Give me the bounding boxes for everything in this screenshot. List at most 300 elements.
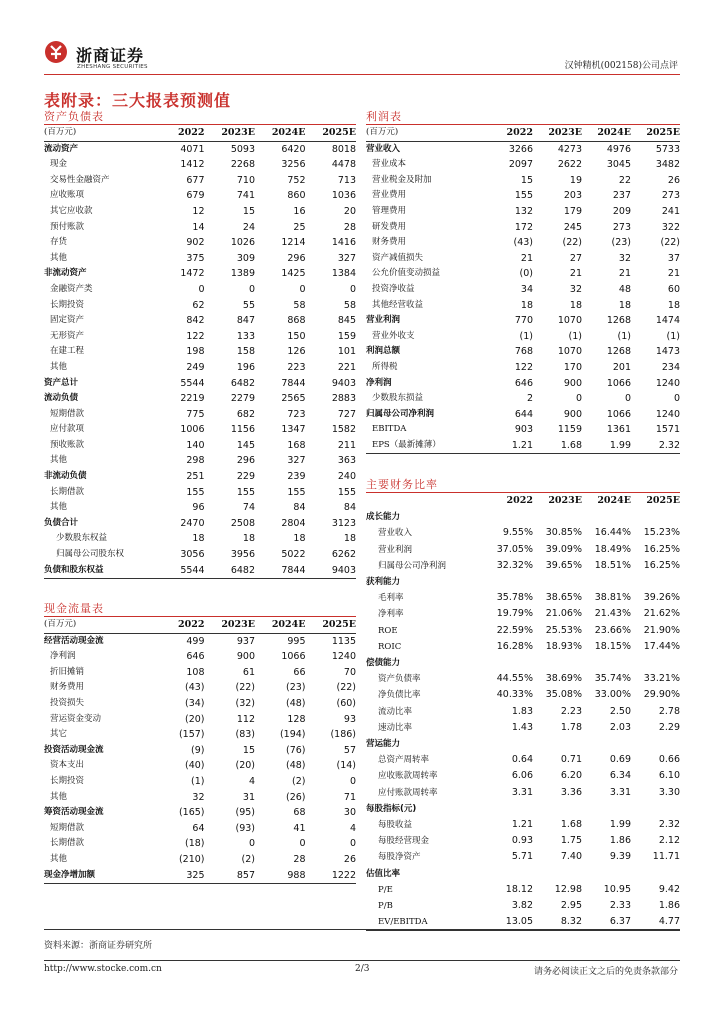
row-label: 预收账款 — [50, 439, 85, 450]
row-label: 预付账款 — [50, 221, 85, 232]
unit-label: (百万元) — [44, 125, 154, 141]
cell-value: 58 — [343, 299, 356, 311]
cell-value: 2219 — [180, 393, 205, 405]
cell-value — [484, 801, 533, 817]
cell-value: 203 — [563, 190, 582, 202]
cell-value: 21.06% — [545, 608, 582, 620]
cell-value: 155 — [514, 190, 533, 202]
row-label: 应付款项 — [50, 424, 85, 435]
cell-value: (194) — [279, 729, 306, 741]
cell-value: 902 — [186, 237, 205, 249]
row-label: P/E — [378, 884, 393, 895]
cell-value: 112 — [236, 713, 255, 725]
cell-value: (43) — [513, 237, 533, 249]
cell-value: 1.75 — [560, 835, 582, 847]
cell-value: 12.98 — [554, 883, 582, 895]
cell-value — [533, 866, 582, 882]
cell-value — [582, 574, 631, 590]
cell-value: 21 — [569, 268, 582, 280]
unit-label: (百万元) — [44, 617, 154, 633]
cell-value: 4 — [349, 822, 356, 834]
cell-value: 775 — [186, 408, 205, 420]
cell-value: 39.65% — [545, 559, 582, 571]
table-row — [44, 204, 356, 220]
cell-value: 2.32 — [631, 438, 680, 454]
row-label: 归属母公司股东权 — [56, 549, 125, 560]
table-row — [366, 438, 680, 454]
cash-flow-section — [44, 602, 356, 884]
cell-value: 170 — [563, 361, 582, 373]
cell-value: 845 — [337, 315, 356, 327]
cell-value: 1384 — [331, 268, 356, 280]
table-row — [44, 712, 356, 728]
cell-value: 679 — [186, 190, 205, 202]
cell-value: 1.83 — [511, 705, 533, 717]
cell-value: 0 — [575, 393, 582, 405]
report-reference: 汉钟精机(002158)公司点评 — [564, 61, 678, 71]
cell-value: (76) — [285, 744, 306, 756]
table-row — [44, 391, 356, 407]
cell-value: 35.08% — [545, 689, 582, 701]
row-label: 每股指标(元) — [366, 803, 417, 814]
cell-value: (22) — [660, 237, 680, 249]
ratios-title: 主要财务比率 — [366, 478, 680, 493]
page-number: 2/3 — [355, 964, 370, 974]
row-label: 营业收入 — [378, 528, 413, 539]
cell-value — [582, 736, 631, 752]
cell-value: 1416 — [331, 237, 356, 249]
cell-value: 0.66 — [658, 754, 680, 766]
table-row — [366, 360, 680, 376]
row-label: 应收账款周转率 — [378, 771, 438, 782]
page-title: 表附录：三大报表预测值 — [44, 91, 232, 110]
row-label: 经营活动现金流 — [44, 635, 104, 646]
table-row — [366, 687, 680, 703]
table-row — [366, 157, 680, 173]
cell-value: (210) — [178, 853, 205, 865]
row-label: 长期投资 — [50, 299, 85, 310]
cell-value: 21.43% — [594, 608, 631, 620]
cell-value: 251 — [186, 471, 205, 483]
year-header: 2023E — [533, 125, 582, 141]
income-statement-table — [366, 125, 680, 454]
cell-value: 768 — [514, 346, 533, 358]
row-label: 管理费用 — [372, 205, 407, 216]
cell-value: 9403 — [306, 563, 357, 579]
table-row — [366, 282, 680, 298]
cell-value: 21.90% — [643, 624, 680, 636]
cell-value: 6.37 — [582, 914, 631, 931]
cell-value: 172 — [514, 221, 533, 233]
row-label: 存货 — [50, 237, 68, 248]
cell-value: 1347 — [281, 424, 306, 436]
cell-value: 70 — [343, 666, 356, 678]
cell-value: 37.05% — [496, 543, 533, 555]
cell-value: 1.99 — [609, 819, 631, 831]
row-label: 流动负债 — [44, 393, 79, 404]
cell-value: 41 — [293, 822, 306, 834]
cell-value: (48) — [285, 760, 306, 772]
cell-value: 325 — [154, 868, 205, 884]
cell-value: 0.69 — [609, 754, 631, 766]
cell-value: 1135 — [331, 635, 356, 647]
cell-value: (2) — [292, 775, 306, 787]
cell-value: (83) — [235, 729, 255, 741]
cell-value: 6482 — [230, 377, 255, 389]
cell-value: 211 — [337, 439, 356, 451]
cell-value: 201 — [612, 361, 631, 373]
table-row — [44, 868, 356, 884]
cell-value: 61 — [242, 666, 255, 678]
cell-value: 18 — [520, 299, 533, 311]
cell-value: 19 — [569, 174, 582, 186]
cell-value: 3.31 — [609, 786, 631, 798]
row-label: 短期借款 — [50, 822, 85, 833]
cell-value: 20 — [343, 205, 356, 217]
cell-value — [631, 801, 680, 817]
table-row — [44, 516, 356, 532]
row-label: ROIC — [378, 641, 402, 652]
row-label: 营运能力 — [366, 739, 401, 750]
cell-value: 25 — [293, 221, 306, 233]
cell-value: 2.32 — [658, 819, 680, 831]
row-label: 营业收入 — [366, 143, 401, 154]
year-header: 2025E — [631, 125, 680, 141]
cell-value: 18.15% — [594, 640, 631, 652]
row-label: 每股净资产 — [378, 852, 421, 863]
cell-value: 18.12 — [505, 883, 533, 895]
cell-value: 34 — [520, 283, 533, 295]
year-header: 2022 — [154, 617, 205, 633]
cell-value: 33.21% — [643, 673, 680, 685]
year-header: 2025E — [646, 495, 680, 506]
balance-sheet-section — [44, 110, 356, 579]
cell-value: 18 — [618, 299, 631, 311]
row-label: 其它应收款 — [50, 205, 93, 216]
cell-value: 1.21 — [511, 819, 533, 831]
row-label: ROE — [378, 625, 398, 636]
cell-value: 35.74% — [594, 673, 631, 685]
ratios-section — [366, 478, 680, 931]
cell-value: 5093 — [230, 143, 255, 155]
cell-value: 860 — [287, 190, 306, 202]
cell-value: 1268 — [606, 346, 631, 358]
row-label: 利润总额 — [366, 346, 401, 357]
table-row — [44, 453, 356, 469]
cell-value: 2470 — [180, 517, 205, 529]
cell-value: 101 — [337, 346, 356, 358]
year-header: 2023E — [205, 125, 256, 141]
year-header: 2025E — [306, 125, 357, 141]
cell-value — [582, 866, 631, 882]
table-row — [44, 727, 356, 743]
cell-value: 38.69% — [545, 673, 582, 685]
cell-value — [533, 655, 582, 671]
cell-value: 5544 — [180, 377, 205, 389]
cell-value: 3.31 — [511, 786, 533, 798]
cell-value: 1222 — [306, 868, 357, 884]
table-row — [44, 157, 356, 173]
cell-value: 18 — [667, 299, 680, 311]
row-label: 公允价值变动损益 — [372, 268, 441, 279]
cell-value: 21.62% — [643, 608, 680, 620]
cell-value: 68 — [293, 807, 306, 819]
row-label: 其他 — [50, 455, 68, 466]
table-row — [44, 758, 356, 774]
cell-value — [533, 736, 582, 752]
cell-value: 0 — [299, 838, 306, 850]
table-row — [366, 220, 680, 236]
row-label: 其他 — [50, 252, 68, 263]
cell-value: 240 — [337, 471, 356, 483]
cell-value: 27 — [569, 252, 582, 264]
cell-value: 32 — [618, 252, 631, 264]
row-label: 短期借款 — [50, 408, 85, 419]
cell-value: 71 — [343, 791, 356, 803]
unit-label — [366, 493, 484, 509]
row-label: 总资产周转率 — [378, 755, 430, 766]
cell-value: 28 — [343, 221, 356, 233]
cell-value: 1.68 — [560, 819, 582, 831]
cell-value: 196 — [236, 361, 255, 373]
cell-value: (48) — [285, 697, 306, 709]
cell-value — [484, 866, 533, 882]
cell-value: 1.86 — [609, 835, 631, 847]
table-row — [44, 407, 356, 423]
cell-value: 2565 — [281, 393, 306, 405]
year-header: 2024E — [255, 617, 306, 633]
cell-value: 0 — [248, 283, 255, 295]
cell-value: 6.10 — [658, 770, 680, 782]
cell-value: 18 — [192, 533, 205, 545]
cell-value: 9.39 — [609, 851, 631, 863]
cell-value: 727 — [337, 408, 356, 420]
row-label: 营业利润 — [366, 315, 401, 326]
cell-value: 155 — [236, 486, 255, 498]
cell-value: 24 — [242, 221, 255, 233]
row-label: 无形资产 — [50, 330, 85, 341]
cell-value: (14) — [336, 760, 356, 772]
year-header: 2023E — [548, 495, 582, 506]
year-header: 2022 — [506, 495, 533, 506]
cell-value: 3123 — [331, 517, 356, 529]
cell-value: 900 — [236, 651, 255, 663]
table-row — [366, 801, 680, 817]
cell-value: 1582 — [331, 424, 356, 436]
row-label: 所得税 — [372, 361, 398, 372]
cell-value — [582, 655, 631, 671]
cell-value: 3956 — [230, 549, 255, 561]
cell-value: 23.66% — [594, 624, 631, 636]
cell-value — [631, 509, 680, 525]
cell-value: 22 — [618, 174, 631, 186]
row-label: 非流动资产 — [44, 268, 87, 279]
cell-value: 150 — [287, 330, 306, 342]
table-row — [366, 188, 680, 204]
table-row — [44, 220, 356, 236]
cell-value: 2.12 — [658, 835, 680, 847]
cell-value: 1412 — [180, 159, 205, 171]
cell-value: 0 — [198, 283, 205, 295]
cell-value: 723 — [287, 408, 306, 420]
cell-value: 4071 — [180, 143, 205, 155]
table-row — [44, 188, 356, 204]
cell-value — [484, 736, 533, 752]
cell-value: (34) — [184, 697, 205, 709]
cell-value: 22.59% — [496, 624, 533, 636]
row-label: 资产负债率 — [378, 674, 421, 685]
row-label: 在建工程 — [50, 346, 85, 357]
cell-value: 1036 — [331, 190, 356, 202]
row-label: 营业税金及附加 — [372, 174, 432, 185]
cell-value: 1066 — [606, 377, 631, 389]
table-row — [44, 141, 356, 157]
cell-value: (165) — [178, 807, 205, 819]
cell-value: 3056 — [180, 549, 205, 561]
table-row — [366, 376, 680, 392]
cell-value: 3482 — [655, 159, 680, 171]
row-label: 应付账款周转率 — [378, 787, 438, 798]
row-label: 营业利润 — [378, 544, 413, 555]
cell-value: 3266 — [508, 143, 533, 155]
table-row — [366, 251, 680, 267]
row-label: EBITDA — [372, 424, 407, 435]
cash-flow-table — [44, 617, 356, 884]
cell-value: 2.33 — [609, 900, 631, 912]
cell-value: 741 — [236, 190, 255, 202]
cell-value: 937 — [236, 635, 255, 647]
cell-value: 682 — [236, 408, 255, 420]
cell-value: 17.44% — [643, 640, 680, 652]
cell-value: (20) — [184, 713, 205, 725]
cell-value: (95) — [235, 807, 255, 819]
cell-value: 13.05 — [484, 914, 533, 931]
cell-value: 0 — [349, 838, 356, 850]
cell-value: 1240 — [331, 651, 356, 663]
cell-value: 21 — [520, 252, 533, 264]
row-label: 估值比率 — [366, 868, 401, 879]
cell-value: 6.20 — [560, 770, 582, 782]
cell-value: 122 — [186, 330, 205, 342]
table-header-row — [44, 125, 356, 141]
balance-sheet-table — [44, 125, 356, 579]
cell-value: 15.23% — [643, 527, 680, 539]
footer-url-link[interactable]: http://www.stocke.com.cn — [44, 964, 162, 974]
cell-value: 84 — [343, 502, 356, 514]
cell-value: 168 — [287, 439, 306, 451]
table-row — [44, 376, 356, 392]
row-label: 其它 — [50, 729, 68, 740]
table-row — [366, 671, 680, 687]
table-row — [366, 509, 680, 525]
table-row — [366, 558, 680, 574]
cell-value — [533, 801, 582, 817]
cell-value: 6420 — [281, 143, 306, 155]
cell-value: 145 — [236, 439, 255, 451]
table-row — [44, 500, 356, 516]
cell-value: (93) — [235, 822, 255, 834]
table-row — [366, 407, 680, 423]
cell-value: 30.85% — [545, 527, 582, 539]
cell-value: 74 — [242, 502, 255, 514]
cell-value: 296 — [236, 455, 255, 467]
cell-value: 3045 — [606, 159, 631, 171]
cell-value: 1472 — [180, 268, 205, 280]
cell-value: 18 — [293, 533, 306, 545]
cell-value: (22) — [235, 682, 255, 694]
cell-value: (1) — [519, 330, 533, 342]
cell-value: (22) — [336, 682, 356, 694]
cell-value: 132 — [514, 205, 533, 217]
cell-value: 1.21 — [484, 438, 533, 454]
source-note: 资料来源：浙商证券研究所 — [44, 941, 153, 951]
cell-value: 179 — [563, 205, 582, 217]
table-row — [366, 266, 680, 282]
cell-value: (60) — [336, 697, 356, 709]
cell-value: 128 — [287, 713, 306, 725]
cell-value: (2) — [241, 853, 255, 865]
row-label: 长期借款 — [50, 838, 85, 849]
cell-value: 1.68 — [533, 438, 582, 454]
cell-value — [484, 655, 533, 671]
table-row — [366, 704, 680, 720]
cell-value: (26) — [285, 791, 306, 803]
table-row — [44, 251, 356, 267]
cell-value: 1474 — [655, 315, 680, 327]
table-row — [44, 173, 356, 189]
cell-value: 1066 — [606, 408, 631, 420]
cell-value: 4.77 — [631, 914, 680, 931]
row-label: 资本支出 — [50, 760, 85, 771]
cell-value: 1473 — [655, 346, 680, 358]
row-label: 金融资产类 — [50, 283, 93, 294]
cell-value: 1070 — [557, 315, 582, 327]
cell-value: 155 — [337, 486, 356, 498]
cell-value: 16.44% — [594, 527, 631, 539]
cell-value: 0.71 — [560, 754, 582, 766]
cell-value: (1) — [568, 330, 582, 342]
table-row — [44, 531, 356, 547]
cell-value: 677 — [186, 174, 205, 186]
row-label: 财务费用 — [372, 237, 407, 248]
row-label: 其他 — [50, 502, 68, 513]
cell-value: 0.93 — [511, 835, 533, 847]
row-label: 投资活动现金流 — [44, 744, 104, 755]
table-row — [44, 680, 356, 696]
row-label: 净利率 — [378, 609, 404, 620]
cell-value — [631, 736, 680, 752]
cell-value: 1425 — [281, 268, 306, 280]
cell-value: 237 — [612, 190, 631, 202]
row-label: 少数股东权益 — [56, 533, 108, 544]
row-label: 投资损失 — [50, 697, 85, 708]
row-label: P/B — [378, 901, 393, 912]
table-row — [44, 836, 356, 852]
cell-value: 2279 — [230, 393, 255, 405]
cell-value: 19.79% — [496, 608, 533, 620]
cell-value — [484, 509, 533, 525]
cell-value: 1156 — [230, 424, 255, 436]
table-row — [366, 525, 680, 541]
cell-value: 10.95 — [603, 883, 631, 895]
cell-value: 32.32% — [496, 559, 533, 571]
table-row — [44, 805, 356, 821]
year-header: 2022 — [484, 125, 533, 141]
table-row — [44, 485, 356, 501]
table-row — [44, 438, 356, 454]
cell-value: 273 — [661, 190, 680, 202]
cell-value: 18 — [569, 299, 582, 311]
